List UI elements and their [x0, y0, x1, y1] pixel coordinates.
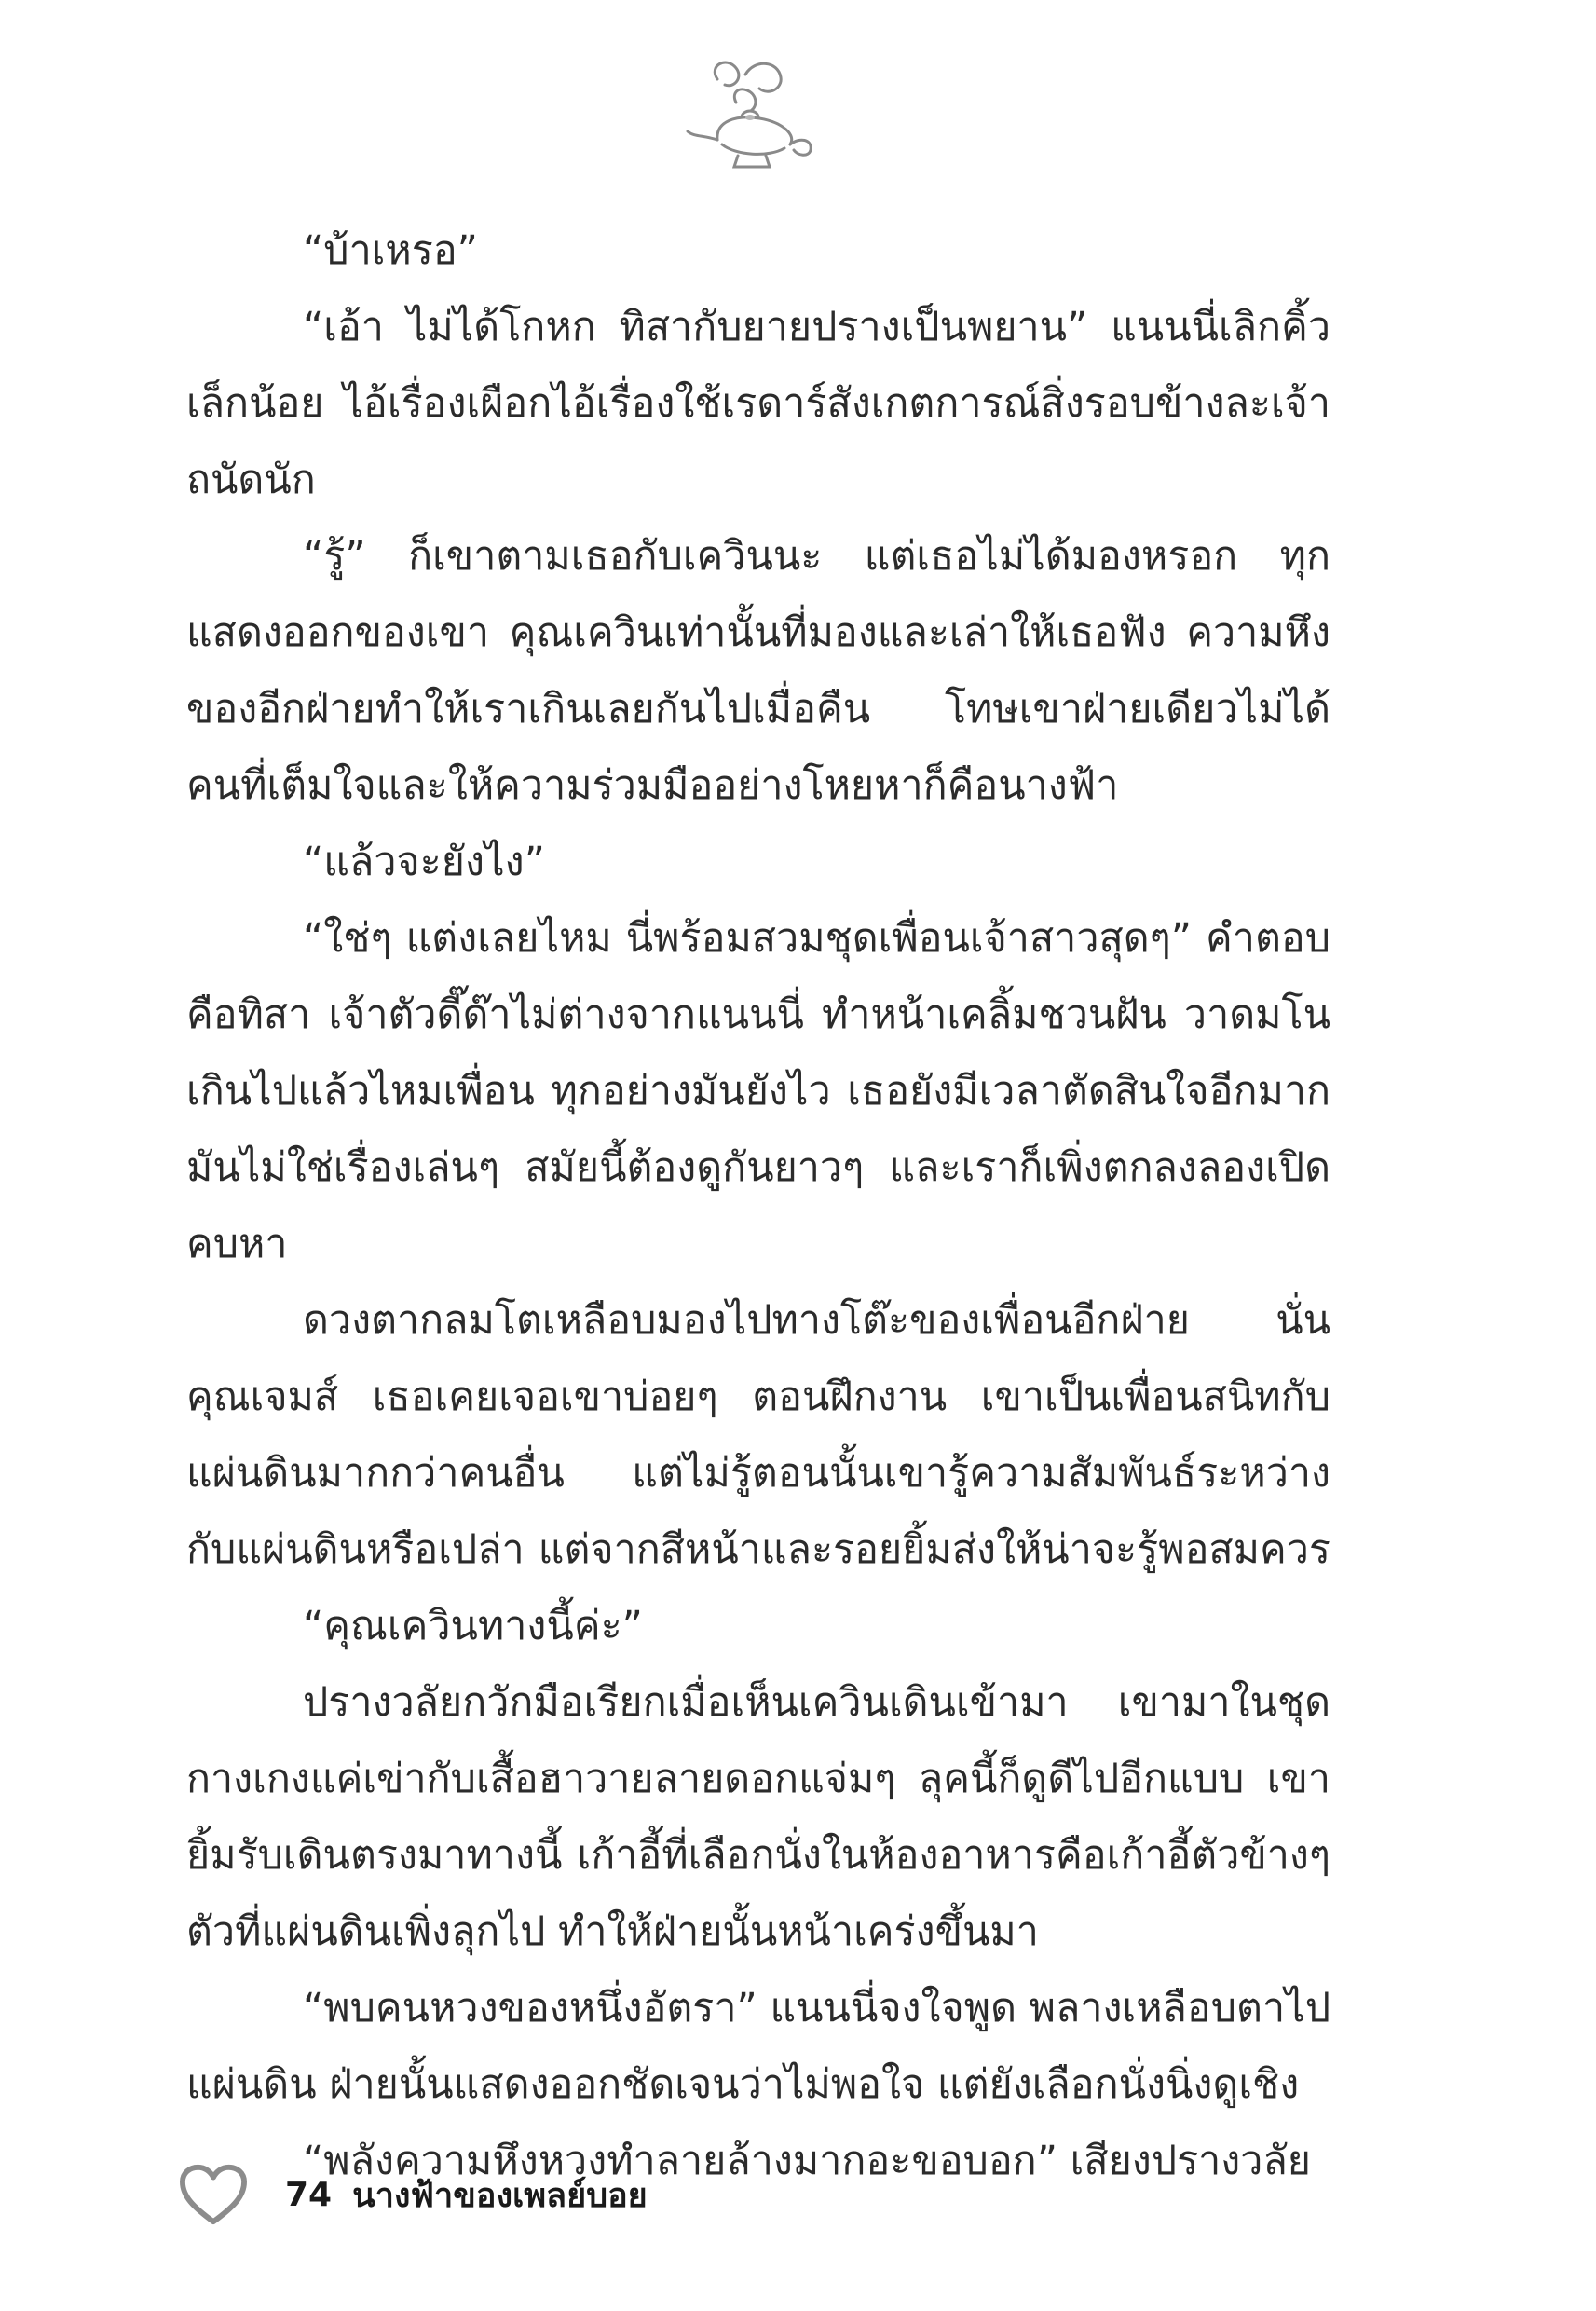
text-line: กับแผ่นดินหรือเปล่า แต่จากสีหน้าและรอยยิ้มส่งให้น่าจะรู้พอสมควร — [186, 1526, 1330, 1573]
text-line: ปรางวลัยกวักมือเรียกเมื่อเห็นเควินเดินเข้ามา เขามาในชุด — [303, 1679, 1330, 1726]
page-number: 74 — [285, 2175, 333, 2214]
text-line: คือทิสา เจ้าตัวดี๊ด๊าไม่ต่างจากแนนนี่ ทำหน้าเคลิ้มชวนฝัน วาดมโน — [186, 991, 1330, 1038]
text-line: “แล้วจะยังไง” — [303, 839, 545, 885]
text-line: คุณเจมส์ เธอเคยเจอเขาบ่อยๆ ตอนฝึกงาน เขาเป็นเพื่อนสนิทกับ — [186, 1374, 1330, 1420]
text-line: “ใช่ๆ แต่งเลยไหม นี่พร้อมสวมชุดเพื่อนเจ้าสาวสุดๆ” คำตอบ — [303, 915, 1330, 962]
text-line: ถนัดนัก — [186, 457, 316, 503]
text-line: แผ่นดิน ฝ่ายนั้นแสดงออกชัดเจนว่าไม่พอใจ แต่ยังเลือกนั่งนิ่งดูเชิง — [186, 2061, 1300, 2108]
text-line: “บ้าเหรอ” — [303, 227, 478, 274]
text-line: “เอ้า ไม่ได้โกหก ทิสากับยายปรางเป็นพยาน” แนนนี่เลิกคิ้ว — [303, 304, 1330, 350]
text-line: ดวงตากลมโตเหลือบมองไปทางโต๊ะของเพื่อนอีกฝ่าย นั่น — [303, 1297, 1330, 1344]
text-line: คบหา — [186, 1221, 288, 1267]
text-line: “รู้” ก็เขาตามเธอกับเควินนะ แต่เธอไม่ได้มองหรอก ทุก — [303, 533, 1330, 580]
text-line: “พบคนหวงของหนึ่งอัตรา” แนนนี่จงใจพูด พลางเหลือบตาไป — [303, 1985, 1330, 2031]
text-line: แสดงออกของเขา คุณเควินเท่านั้นที่มองและเล่าให้เธอฟัง ความหึง — [186, 609, 1330, 656]
text-line: “พลังความหึงหวงทำลายล้างมากอะขอบอก” เสียงปรางวลัย — [303, 2138, 1311, 2184]
text-line: กางเกงแค่เข่ากับเสื้อฮาวายลายดอกแจ่มๆ ลุคนี้ก็ดูดีไปอีกแบบ เขา — [186, 1756, 1330, 1802]
body-text — [186, 212, 1330, 2199]
page-footer — [177, 2157, 648, 2232]
text-line: คนที่เต็มใจและให้ความร่วมมืออย่างโหยหาก็คือนางฟ้า — [186, 762, 1119, 809]
text-line: แผ่นดินมากกว่าคนอื่น แต่ไม่รู้ตอนนั้นเขารู้ความสัมพันธ์ระหว่าง — [186, 1450, 1330, 1497]
text-line: เล็กน้อย ไอ้เรื่องเผือกไอ้เรื่องใช้เรดาร์สังเกตการณ์สิ่งรอบข้างละเจ้า — [186, 380, 1330, 427]
genie-lamp-icon — [680, 51, 820, 182]
heart-outline-icon — [177, 2162, 250, 2227]
book-title: นางฟ้าของเพลย์บอย — [352, 2176, 648, 2215]
text-line: ตัวที่แผ่นดินเพิ่งลุกไป ทำให้ฝ่ายนั้นหน้าเคร่งขึ้นมา — [186, 1908, 1039, 1955]
text-line: “คุณเควินทางนี้ค่ะ” — [303, 1603, 643, 1649]
text-line: เกินไปแล้วไหมเพื่อน ทุกอย่างมันยังไว เธอยังมีเวลาตัดสินใจอีกมาก — [186, 1068, 1330, 1114]
text-line: มันไม่ใช่เรื่องเล่นๆ สมัยนี้ต้องดูกันยาวๆ และเราก็เพิ่งตกลงลองเปิด — [186, 1144, 1330, 1191]
text-line: ยิ้มรับเดินตรงมาทางนี้ เก้าอี้ที่เลือกนั่งในห้องอาหารคือเก้าอี้ตัวข้างๆ — [186, 1832, 1330, 1879]
text-line: ของอีกฝ่ายทำให้เราเกินเลยกันไปเมื่อคืน โทษเขาฝ่ายเดียวไม่ได้ — [186, 686, 1330, 732]
